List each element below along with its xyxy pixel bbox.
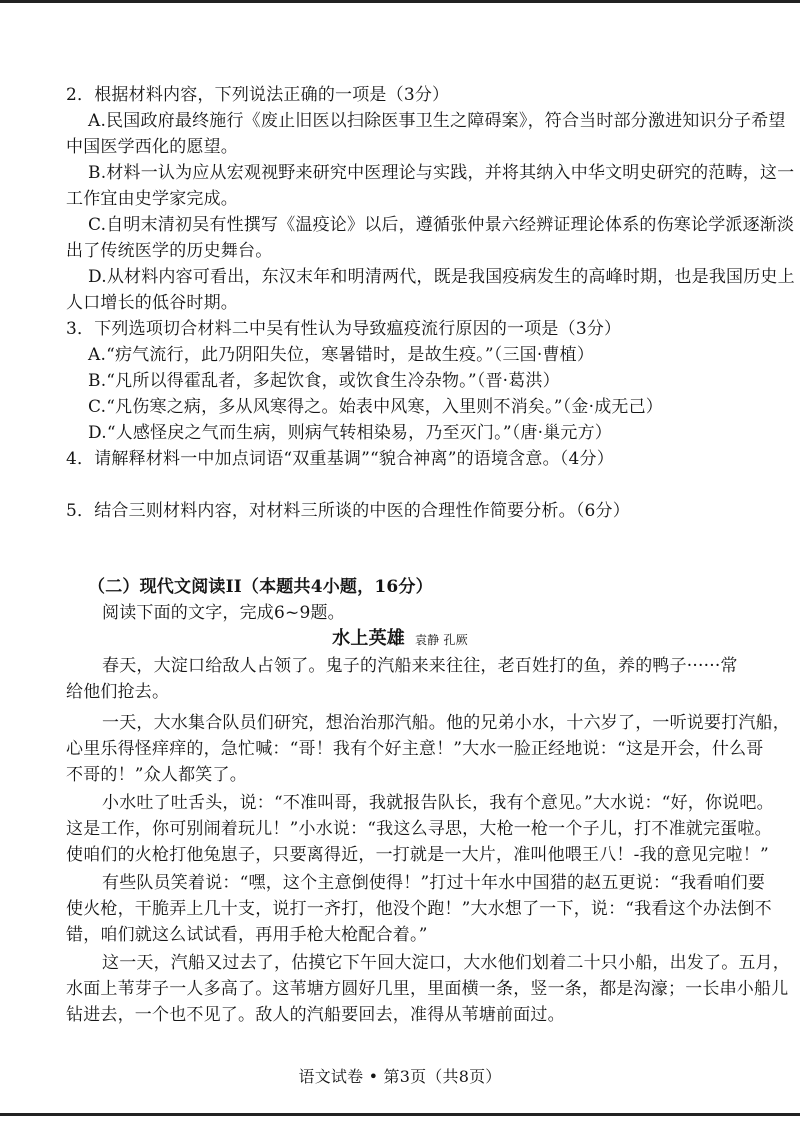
q2-option-d-line2: 人口增长的低谷时期。 bbox=[66, 293, 238, 313]
q3-option-a: A.“疠气流行，此乃阴阳失位，寒暑错时，是故生疫。”（三国·曹植） bbox=[88, 345, 595, 365]
story-line: 钻进去，一个也不见了。敌人的汽船要回去，准得从苇塘前面过。 bbox=[66, 1005, 565, 1025]
q2-option-b-line2: 工作宜由史学家完成。 bbox=[66, 189, 238, 209]
story-line: 错，咱们就这么试试看，再用手枪大枪配合着。” bbox=[66, 925, 428, 945]
story-line: 心里乐得怪痒痒的，急忙喊：“哥！我有个好主意！”大水一脸正经地说：“这是开会，什么哥 bbox=[66, 739, 764, 759]
story-author: 袁静 孔厥 bbox=[414, 633, 468, 647]
q3-option-d: D.“人感怪戾之气而生病，则病气转相染易，乃至灭门。”（唐·巢元方） bbox=[88, 423, 613, 443]
bottom-border bbox=[0, 1113, 800, 1116]
story-line: 有些队员笑着说：“嘿，这个主意倒使得！”打过十年水中国猎的赵五更说：“我看咱们要 bbox=[102, 873, 766, 893]
q3-option-c: C.“凡伤寒之病，多从风寒得之。始表中风寒，入里则不消矣。”（金·成无己） bbox=[88, 397, 663, 417]
q2-option-a-line2: 中国医学西化的愿望。 bbox=[66, 137, 238, 157]
story-line: 这是工作，你可别闹着玩儿！”小水说：“我这么寻思，大枪一枪一个子儿，打不准就完蛋啦。 bbox=[66, 819, 772, 839]
q2-option-d-line1: D.从材料内容可看出，东汉末年和明清两代，既是我国疫病发生的高峰时期，也是我国历史上 bbox=[88, 267, 795, 287]
section-instruction: 阅读下面的文字，完成6~9题。 bbox=[102, 603, 345, 623]
story-line: 这一天，汽船又过去了，估摸它下午回大淀口，大水他们划着二十只小船，出发了。五月， bbox=[102, 953, 790, 973]
story-line: 水面上苇芽子一人多高了。这苇塘方圆好几里，里面横一条，竖一条，都是沟濠；一长串小船儿 bbox=[66, 979, 789, 999]
story-line: 春天，大淀口给敌人占领了。鬼子的汽船来来往往，老百姓打的鱼，养的鸭子······常 bbox=[102, 656, 738, 676]
q2-option-b-line1: B.材料一认为应从宏观视野来研究中医理论与实践，并将其纳入中华文明史研究的范畴，这一 bbox=[88, 163, 795, 183]
story-line: 使咱们的火枪打他兔崽子，只要离得近，一打就是一大片，准叫他喂王八！-我的意见完啦！” bbox=[66, 845, 769, 865]
q3-stem: 3．下列选项切合材料二中吴有性认为导致瘟疫流行原因的一项是（3分） bbox=[66, 319, 622, 339]
story-line: 给他们抢去。 bbox=[66, 682, 170, 702]
story-line: 使火枪，干脆弄上几十支，说打一齐打，他没个跑！”大水想了一下，说：“我看这个办法倒不 bbox=[66, 899, 772, 919]
story-line: 一天，大水集合队员们研究，想治治那汽船。他的兄弟小水，十六岁了，一听说要打汽船， bbox=[102, 713, 790, 733]
story-line: 小水吐了吐舌头，说：“不准叫哥，我就报告队长，我有个意见。”大水说：“好，你说吧。 bbox=[102, 793, 774, 813]
q5-stem: 5．结合三则材料内容，对材料三所谈的中医的合理性作简要分析。（6分） bbox=[66, 501, 630, 521]
section-title: （二）现代文阅读II（本题共4小题，16分） bbox=[88, 577, 433, 597]
q2-option-c-line2: 出了传统医学的历史舞台。 bbox=[66, 241, 273, 261]
q3-option-b: B.“凡所以得霍乱者，多起饮食，或饮食生冷杂物。”（晋·葛洪） bbox=[88, 371, 560, 391]
q4-stem: 4．请解释材料一中加点词语“双重基调”“貌合神离”的语境含意。（4分） bbox=[66, 449, 614, 469]
story-line: 不哥的！”众人都笑了。 bbox=[66, 765, 247, 785]
q2-option-c-line1: C.自明末清初吴有性撰写《温疫论》以后，遵循张仲景六经辨证理论体系的伤寒论学派逐渐淡 bbox=[88, 215, 795, 235]
page-footer: 语文试卷 • 第3页（共8页） bbox=[298, 1067, 502, 1086]
story-title bbox=[0, 628, 800, 651]
q2-option-a-line1: A.民国政府最终施行《废止旧医以扫除医事卫生之障碍案》，符合当时部分激进知识分子希望 bbox=[88, 111, 786, 131]
top-border bbox=[0, 0, 800, 3]
story-title-text: 水上英雄 bbox=[332, 628, 405, 649]
q2-stem: 2．根据材料内容，下列说法正确的一项是（3分） bbox=[66, 85, 450, 105]
